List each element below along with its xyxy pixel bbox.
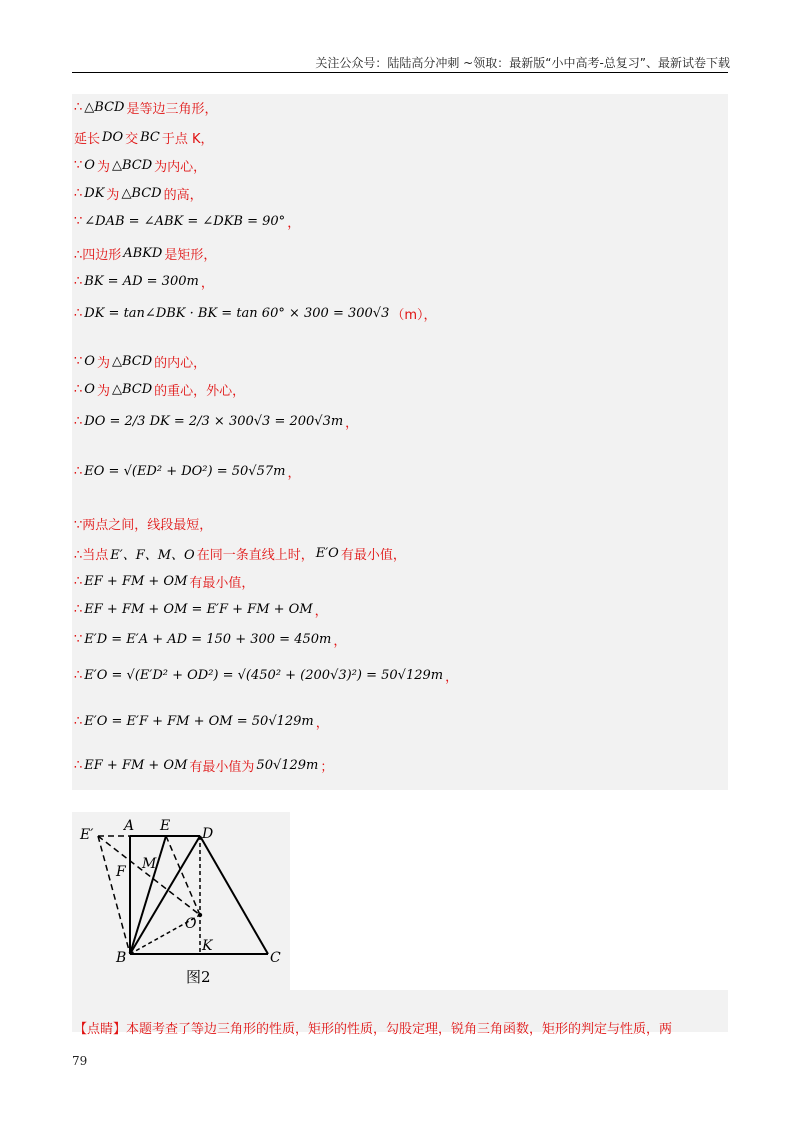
point-o xyxy=(198,913,202,917)
solution-line xyxy=(74,184,203,203)
line-suffix: ， xyxy=(333,634,347,649)
line-suffix: ； xyxy=(320,760,334,775)
geometry-figure xyxy=(72,812,290,990)
line-prefix: ∴四边形 xyxy=(74,248,122,263)
line-suffix: 的高， xyxy=(163,188,203,203)
line-mid: 在同一条直线上时， xyxy=(196,548,314,563)
line-math: EF + FM + OM xyxy=(84,574,188,589)
solution-line xyxy=(74,544,406,563)
line-suffix: 有最小值， xyxy=(189,576,255,591)
solution-line xyxy=(74,98,217,117)
line-math-secondary: 50√129m xyxy=(256,758,319,773)
line-prefix: ∴ xyxy=(74,758,83,773)
comment-text: 【点睛】本题考查了等边三角形的性质，矩形的性质，勾股定理，锐角三角函数，矩形的判定与性质，两 xyxy=(74,1022,673,1037)
line-prefix: ∴ xyxy=(74,464,83,479)
line-prefix: ∵ xyxy=(74,632,83,647)
line-math-secondary: BC xyxy=(140,130,160,145)
line-suffix: ， xyxy=(287,216,301,231)
segment-bd xyxy=(130,836,200,954)
line-math: EF + FM + OM = E′F + FM + OM xyxy=(84,602,313,617)
line-mid: 为 xyxy=(96,160,110,175)
solution-line xyxy=(74,600,328,619)
line-suffix: ， xyxy=(445,670,459,685)
line-prefix: ∴ xyxy=(74,382,83,397)
line-suffix: 的重心，外心， xyxy=(154,384,246,399)
solution-line xyxy=(74,514,216,533)
label-d: D xyxy=(202,826,214,842)
solution-line xyxy=(74,244,216,263)
solution-line xyxy=(74,212,300,231)
line-math: EO = √(ED² + DO²) = 50√57m xyxy=(84,464,286,479)
line-math: ∠DAB = ∠ABK = ∠DKB = 90° xyxy=(84,214,286,229)
line-prefix: ∵ xyxy=(74,354,83,369)
segment-eo xyxy=(166,836,200,915)
line-mid: 有最小值为 xyxy=(189,760,255,775)
line-mid: 交 xyxy=(125,132,139,147)
line-suffix: ， xyxy=(315,716,329,731)
comment-block xyxy=(72,990,728,1037)
line-math: DO xyxy=(102,130,124,145)
segment-e-prime-b xyxy=(98,836,130,954)
line-prefix: ∵ xyxy=(74,158,83,173)
line-math-secondary: △BCD xyxy=(111,158,153,173)
line-prefix: ∴ xyxy=(74,186,83,201)
line-math: DO = 2/3 DK = 2/3 × 300√3 = 200√3m xyxy=(84,414,344,429)
solution-block xyxy=(72,94,728,790)
solution-line xyxy=(74,666,458,685)
solution-line xyxy=(74,630,346,649)
header-divider xyxy=(72,72,728,73)
label-f: F xyxy=(116,864,126,880)
solution-line xyxy=(74,756,333,775)
label-e: E xyxy=(160,818,171,834)
line-math: △BCD xyxy=(84,100,125,115)
line-prefix: ∴ xyxy=(74,274,83,289)
line-prefix: ∴ xyxy=(74,714,83,729)
line-mid: 为 xyxy=(106,188,120,203)
label-e-prime: E′ xyxy=(80,827,94,843)
line-math: E′D = E′A + AD = 150 + 300 = 450m xyxy=(84,632,332,647)
line-suffix: 是等边三角形， xyxy=(126,102,218,117)
figure-caption: 图2 xyxy=(186,968,211,986)
line-suffix: ， xyxy=(345,416,359,431)
label-k: K xyxy=(202,938,213,954)
line-suffix: （m）， xyxy=(391,308,437,323)
line-suffix: 为内心， xyxy=(154,160,207,175)
label-c: C xyxy=(270,950,281,966)
line-math: O xyxy=(84,354,95,369)
line-math-secondary: △BCD xyxy=(121,186,162,201)
line-prefix: ∴ xyxy=(74,668,83,683)
line-suffix: 是矩形， xyxy=(164,248,217,263)
line-prefix: ∴ xyxy=(74,574,83,589)
line-mid: 为 xyxy=(96,356,110,371)
line-math: O xyxy=(84,382,95,397)
solution-line xyxy=(74,352,206,371)
solution-line xyxy=(74,304,437,323)
label-b: B xyxy=(116,950,127,966)
solution-line xyxy=(74,412,358,431)
line-math: DK = tan∠DBK · BK = tan 60° × 300 = 300√3 xyxy=(84,306,390,321)
line-prefix: ∴ xyxy=(74,602,83,617)
line-math-secondary: E′O xyxy=(315,546,339,561)
line-prefix: ∴ xyxy=(74,100,83,115)
line-prefix: ∵ xyxy=(74,214,83,229)
line-math: O xyxy=(84,158,95,173)
line-suffix: 有最小值， xyxy=(340,548,406,563)
segment-e-prime-o xyxy=(98,836,200,915)
solution-line xyxy=(74,156,206,175)
line-math: DK xyxy=(84,186,105,201)
solution-line xyxy=(74,380,245,399)
solution-line xyxy=(74,462,300,481)
solution-line xyxy=(74,712,329,731)
label-m: M xyxy=(142,856,157,872)
solution-line xyxy=(74,572,254,591)
line-math: EF + FM + OM xyxy=(84,758,188,773)
line-math: ABKD xyxy=(123,246,163,261)
line-prefix: ∴ xyxy=(74,414,83,429)
label-o: O xyxy=(185,916,197,932)
line-math-secondary: △BCD xyxy=(111,382,153,397)
line-math-secondary: △BCD xyxy=(111,354,153,369)
page-header: 关注公众号：陆陆高分冲刺 ~领取：最新版“小中高考-总复习”、最新试卷下载 xyxy=(315,56,730,70)
line-mid: 为 xyxy=(96,384,110,399)
line-suffix: 的内心， xyxy=(154,356,207,371)
line-prefix: 延长 xyxy=(74,132,101,147)
line-suffix: ， xyxy=(314,604,328,619)
line-suffix: ， xyxy=(287,466,301,481)
page-number: 79 xyxy=(72,1054,88,1068)
line-prefix: ∵两点之间，线段最短， xyxy=(74,518,213,533)
solution-line xyxy=(74,272,214,291)
figure-2-diagram xyxy=(72,812,290,990)
line-suffix: 于点 K， xyxy=(161,132,214,147)
line-math: E′O = E′F + FM + OM = 50√129m xyxy=(84,714,314,729)
line-math: E′、F、M、O xyxy=(110,548,195,563)
segment-dc xyxy=(200,836,268,954)
line-math: BK = AD = 300m xyxy=(84,274,199,289)
line-prefix: ∴ xyxy=(74,306,83,321)
label-a: A xyxy=(124,818,135,834)
solution-line xyxy=(74,128,214,147)
line-suffix: ， xyxy=(200,276,214,291)
line-math: E′O = √(E′D² + OD²) = √(450² + (200√3)²) = 50√129m xyxy=(84,668,444,683)
line-prefix: ∴当点 xyxy=(74,548,109,563)
